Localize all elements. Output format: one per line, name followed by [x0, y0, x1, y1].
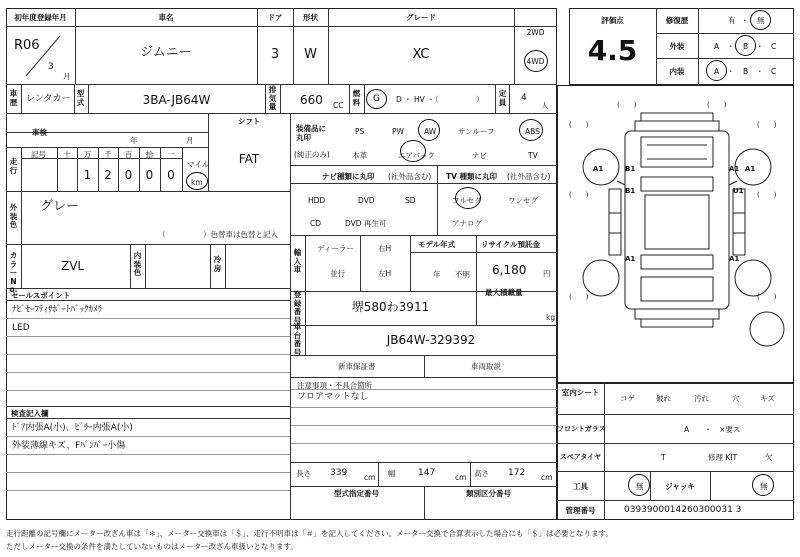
color-change-note: （ ）色替車は色替と記入: [158, 230, 278, 239]
model-name-label: 車名: [158, 13, 174, 22]
exterior-b-circle: [735, 35, 756, 56]
fuel-label: 燃料: [352, 89, 361, 107]
jack-value: 無: [760, 482, 768, 491]
sales-point-line-1: LED: [12, 323, 30, 333]
digit-label-5: 一: [167, 150, 175, 159]
interior-a-circle: [706, 60, 727, 81]
model-year-unit: 年: [433, 270, 441, 279]
equip-airbag-circle: [400, 140, 426, 162]
digit-label-4: 拾: [145, 150, 154, 159]
tools-circle: [628, 474, 650, 496]
equip-tv: TV: [528, 151, 538, 160]
digit-5: 0: [167, 168, 175, 182]
notes-label: 注意事項・不具合箇所: [297, 381, 372, 390]
equip-abs: ABS: [525, 127, 540, 136]
type-value: 3BA-JB64W: [142, 93, 211, 107]
first-reg-label: 初年度登録年月: [14, 13, 67, 22]
diag-label-2: B1: [625, 165, 636, 173]
grade-value: XC: [412, 47, 430, 62]
length-label: 長さ: [296, 469, 311, 478]
import-label: 輸入車: [293, 248, 302, 274]
capacity-value: 4: [521, 93, 527, 103]
exterior-c: C: [771, 42, 777, 51]
shift-value: FAT: [238, 152, 260, 166]
capacity-label: 定員: [498, 89, 507, 107]
exterior-b: B: [743, 42, 749, 51]
shaken-month-unit: 月: [186, 136, 194, 145]
equip-aw-circle: [418, 119, 440, 141]
width-label: 幅: [388, 469, 396, 478]
spare-kit: 修理 KIT: [708, 453, 738, 462]
svg-text:( ): ( ): [617, 101, 637, 109]
tv-type-label: TV 種類に丸印: [446, 172, 498, 181]
sign-label: 記号: [31, 150, 46, 159]
color-label: 外装色: [9, 203, 18, 229]
use-label: 車歴: [9, 89, 18, 107]
interior-a: A: [714, 67, 720, 76]
exterior-dot1: ・: [727, 42, 735, 51]
tv-fullseg-circle: [455, 187, 481, 209]
registration-label: 登録番号: [293, 290, 302, 325]
type-designation-label: 型式指定番号: [334, 489, 379, 498]
equip-navi: ナビ: [472, 151, 487, 160]
length-unit: cm: [364, 473, 376, 482]
max-load-unit: kg: [546, 313, 556, 322]
chassis-label: 車台番号: [293, 322, 302, 357]
score-label: 評価点: [601, 16, 624, 25]
grade-label: グレード: [406, 13, 436, 22]
displacement-unit: CC: [333, 101, 344, 110]
color-no-label: カラーNo.: [9, 251, 18, 294]
max-load-label: 最大積載量: [485, 288, 523, 297]
diag-label-0: A1: [593, 165, 604, 173]
width-unit: cm: [455, 473, 467, 482]
seat-item-3: 穴: [732, 394, 740, 403]
interior-label: 内装: [669, 67, 685, 76]
height-value: 172: [508, 468, 526, 478]
nav-sd: SD: [405, 196, 416, 205]
digit-label-1: 万: [83, 150, 92, 159]
seat-item-1: 破れ: [656, 394, 671, 403]
displacement-label: 排気量: [268, 85, 277, 111]
tools-label: 工具: [573, 482, 588, 491]
equip-pw: PW: [392, 127, 404, 136]
spare-missing: 欠: [765, 453, 773, 462]
import-parallel: 並行: [330, 269, 345, 278]
import-left-h: 左H: [378, 269, 392, 278]
shaken-label: 車検: [32, 128, 47, 137]
shape-value: W: [304, 47, 317, 62]
svg-text:( ): ( ): [757, 121, 777, 129]
model-name: ジムニー: [140, 45, 192, 60]
equip-aw: AW: [424, 127, 437, 136]
glass-label: フロントガラス: [557, 425, 606, 433]
color-no: ZVL: [61, 259, 85, 273]
inspector-line-1: 外装薄線キズ、Fﾊﾞﾝﾊﾟｰ小傷: [12, 441, 126, 451]
equip-sunroof: サンルーフ: [458, 127, 495, 136]
height-label: 高さ: [474, 469, 489, 478]
svg-text:( ): ( ): [757, 293, 777, 301]
chassis-value: JB64W-329392: [386, 333, 476, 347]
color-value: グレー: [40, 199, 80, 214]
recycle-label: リサイクル預託金: [481, 240, 540, 249]
exterior-dot2: ・: [756, 42, 764, 51]
tv-oneseg: ワンセグ: [508, 196, 538, 205]
length-value: 339: [330, 468, 348, 478]
fuel-g-circle: [366, 89, 387, 109]
nav-cd: CD: [310, 219, 322, 228]
diag-label-1: A1: [745, 165, 756, 173]
equipment-label: 装備品に丸印: [296, 124, 326, 142]
interior-dot2: ・: [756, 67, 764, 76]
repair-label: 修復歴: [665, 16, 689, 25]
seat-item-0: コゲ: [620, 394, 635, 403]
tv-type-sub: (社外品含む): [507, 172, 551, 181]
tools-value: 無: [636, 482, 644, 491]
mgmt-value: 0393900014260300031 3: [624, 505, 742, 515]
type-label: 型式: [76, 89, 85, 107]
seat-label: 室内シート: [561, 388, 600, 397]
height-unit: cm: [541, 473, 553, 482]
shaken-year-unit: 年: [130, 136, 138, 145]
recycle-value: 6,180: [492, 263, 527, 277]
digit-label-0: 十: [63, 150, 71, 159]
tv-fullseg: フルセグ: [452, 196, 482, 205]
inspector-line-0: ﾄﾞｱ内張A(小)、ﾋﾟﾗｰ内張A(小): [12, 423, 133, 433]
seat-item-4: キズ: [760, 394, 775, 403]
drive-4wd: 4WD: [526, 57, 545, 66]
sales-points-label: セールスポイント: [11, 291, 71, 300]
import-right-h: 右H: [378, 244, 392, 253]
equip-leather: 本革: [352, 151, 367, 160]
tv-analog: アナログ: [452, 219, 482, 228]
equip-abs-circle: [519, 119, 543, 141]
svg-text:( ): ( ): [757, 191, 777, 199]
model-year-label: モデル年式: [418, 240, 456, 249]
nav-type-label: ナビ種類に丸印: [322, 172, 375, 181]
km-circle: [186, 172, 208, 190]
digit-label-2: 千: [104, 150, 112, 159]
model-year-unknown: 不明: [455, 270, 470, 279]
door-label: ドア: [267, 13, 283, 22]
footnote-line-1: 走行距離の記号欄にメーター改ざん車は「＊」、メーター交換車は「＄」、走行不明車は「＃」を記入してください。メーター交換で合算表示した場合にも「＄」は必要となります。: [6, 529, 613, 538]
recycle-unit: 円: [543, 269, 551, 278]
first-reg-month: 3: [48, 62, 54, 72]
first-reg-era: R06: [14, 38, 40, 53]
drive-2wd: 2WD: [526, 28, 545, 37]
category-label: 類別区分番号: [466, 489, 511, 498]
diag-label-7: A1: [729, 255, 740, 263]
score-value: 4.5: [587, 34, 638, 67]
diag-label-3: B1: [625, 187, 636, 195]
interior-c: C: [771, 67, 777, 76]
glass-value: A ・ ×要ス: [684, 425, 741, 434]
digit-3: 0: [124, 168, 133, 182]
drive-4wd-circle: [524, 50, 548, 72]
repair-no: 無: [757, 16, 765, 25]
interior-color-label: 内装色: [133, 251, 142, 277]
import-dealer: ディーラー: [317, 244, 354, 253]
svg-text:( ): ( ): [707, 101, 727, 109]
nav-dvd: DVD: [358, 196, 375, 205]
repair-dot: ・: [741, 16, 749, 25]
manual: 車両取説: [471, 362, 501, 371]
svg-text:( ): ( ): [569, 191, 589, 199]
spare-label: スペアタイヤ: [559, 453, 602, 461]
km-label: km: [191, 178, 203, 187]
registration-value: 堺580わ3911: [351, 300, 430, 314]
digit-1: 1: [83, 168, 92, 182]
month-unit: 月: [63, 72, 71, 81]
digit-4: 0: [145, 168, 154, 182]
digit-label-3: 百: [124, 150, 133, 159]
svg-text:( ): ( ): [569, 293, 589, 301]
warranty: 新車保証書: [338, 362, 376, 371]
equip-ps: PS: [355, 127, 365, 136]
repair-yes: 有: [728, 16, 736, 25]
jack-circle: [752, 474, 774, 496]
exterior-label: 外装: [669, 42, 685, 51]
door-value: 3: [270, 47, 280, 62]
mile-label: マイル: [187, 160, 210, 169]
use-value: レンタカー: [26, 94, 71, 104]
repair-no-circle: [750, 10, 771, 30]
jack-label: ジャッキ: [665, 482, 695, 491]
fuel-g: G: [373, 94, 380, 104]
shift-label: シフト: [237, 117, 261, 126]
nav-type-sub: (社外品含む): [388, 172, 432, 181]
width-value: 147: [418, 468, 436, 478]
capacity-unit: 人: [541, 101, 549, 110]
footnote-line-2: ただしメーター交換の条件を満たしていないものはメーター改ざん車扱いとなります。: [6, 542, 298, 551]
inspector-label: 検査記入欄: [11, 409, 49, 418]
diag-label-6: A1: [625, 255, 636, 263]
interior-dot1: ・: [727, 67, 735, 76]
nav-dvd-play: DVD 再生可: [345, 219, 387, 228]
mileage-label: 走行: [9, 157, 18, 175]
spare-t: T: [661, 453, 666, 462]
fuel-rest: D ・ HV ・（ ）: [396, 95, 484, 104]
diag-label-4: A1: [729, 165, 740, 173]
equip-airbag: エアバック: [398, 151, 435, 160]
digit-2: 2: [104, 168, 112, 182]
interior-b: B: [743, 67, 749, 76]
sales-point-line-0: ﾅﾋﾞｾｰﾌﾃｨｻﾎﾟｰﾄﾊﾞｯｸｶﾒﾗ: [12, 305, 103, 315]
mgmt-label: 管理番号: [565, 506, 596, 515]
seat-item-2: 汚れ: [694, 394, 709, 403]
displacement-value: 660: [300, 93, 323, 107]
shape-label: 形状: [303, 13, 318, 22]
cooler-label: 冷房: [213, 255, 222, 273]
nav-hdd: HDD: [308, 196, 326, 205]
svg-text:( ): ( ): [569, 121, 589, 129]
exterior-a: A: [714, 42, 720, 51]
equipment-sub: (純正のみ): [294, 150, 330, 159]
diag-label-5: U1: [733, 187, 744, 195]
notes-value: フロアマットなし: [297, 392, 369, 402]
car-diagram: [557, 85, 794, 383]
